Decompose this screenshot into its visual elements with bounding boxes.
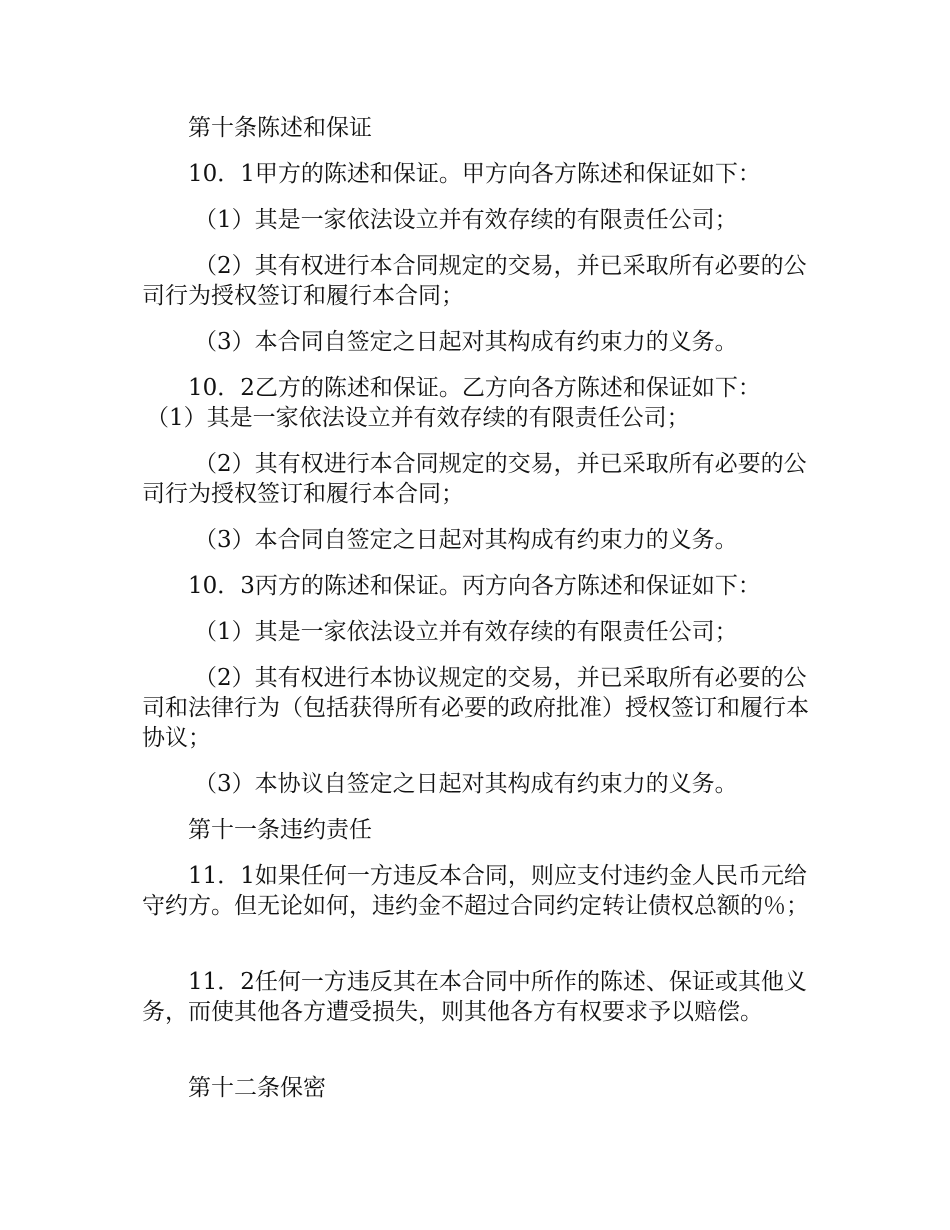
clause-10-1-item-1: （1）其是一家依法设立并有效存续的有限责任公司；	[194, 207, 738, 233]
clause-10-1-item-2: （2）其有权进行本合同规定的交易，并已采取所有必要的公司行为授权签订和履行本合同；	[142, 253, 807, 309]
clause-10-3: 10．3丙方的陈述和保证。丙方向各方陈述和保证如下：	[188, 573, 761, 599]
clause-10-3-item-3: （3）本协议自签定之日起对其构成有约束力的义务。	[194, 771, 738, 797]
clause-11-1: 11．1如果任何一方违反本合同，则应支付违约金人民币元给守约方。但无论如何，违约金不超过合同约定转让债权总额的％；	[142, 863, 809, 919]
article-11-heading: 第十一条违约责任	[188, 817, 372, 843]
article-10-heading: 第十条陈述和保证	[188, 115, 372, 141]
clause-10-2-item-2: （2）其有权进行本合同规定的交易，并已采取所有必要的公司行为授权签订和履行本合同；	[142, 451, 807, 507]
article-12-heading: 第十二条保密	[188, 1075, 326, 1101]
clause-10-1: 10．1甲方的陈述和保证。甲方向各方陈述和保证如下：	[188, 161, 761, 187]
clause-11-2: 11．2任何一方违反其在本合同中所作的陈述、保证或其他义务，而使其他各方遭受损失，则其他各方有权要求予以赔偿。	[142, 969, 807, 1025]
clause-10-3-item-1: （1）其是一家依法设立并有效存续的有限责任公司；	[194, 619, 738, 645]
clause-10-3-item-2: （2）其有权进行本协议规定的交易，并已采取所有必要的公司和法律行为（包括获得所有必要的政府批准）授权签订和履行本协议；	[142, 665, 809, 751]
clause-10-2-item-1: （1）其是一家依法设立并有效存续的有限责任公司；	[146, 405, 690, 431]
clause-10-1-item-3: （3）本合同自签定之日起对其构成有约束力的义务。	[194, 329, 738, 355]
clause-10-2-item-3: （3）本合同自签定之日起对其构成有约束力的义务。	[194, 527, 738, 553]
clause-10-2: 10．2乙方的陈述和保证。乙方向各方陈述和保证如下：	[188, 375, 761, 401]
